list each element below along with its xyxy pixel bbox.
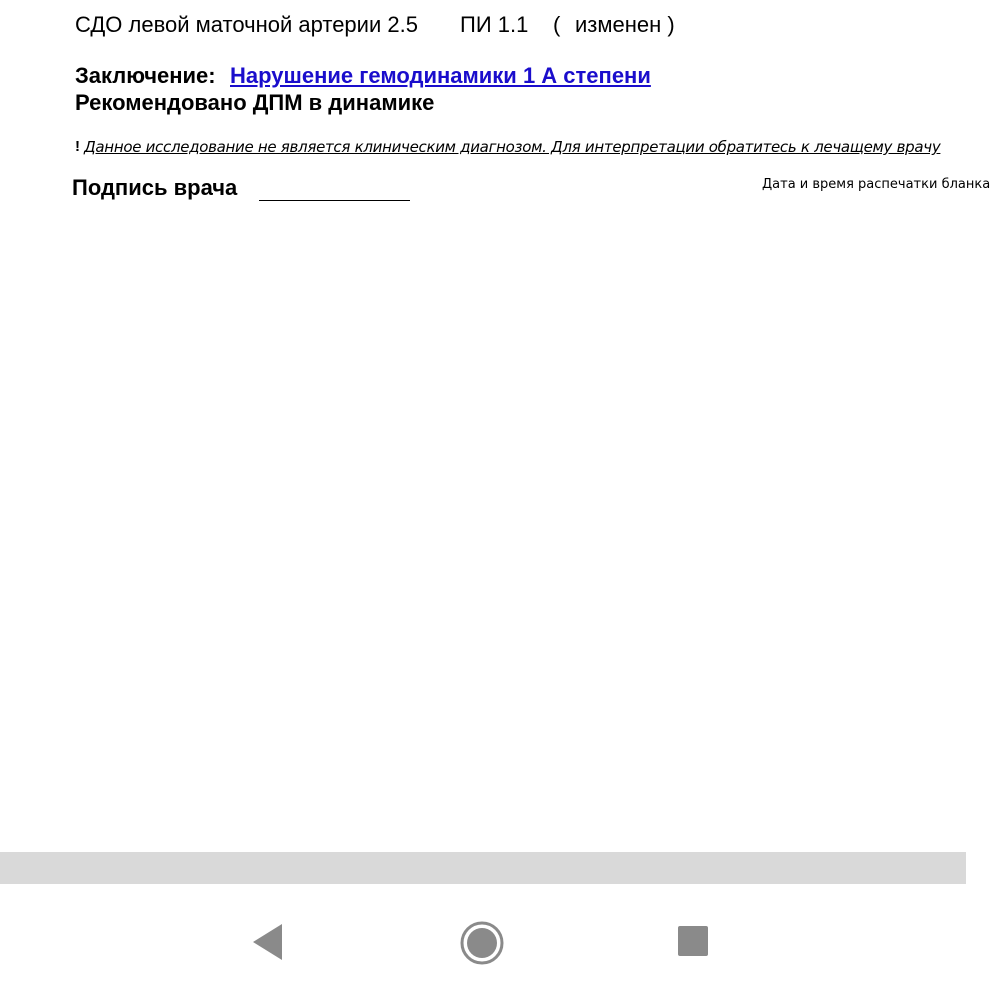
back-triangle-icon <box>250 922 286 962</box>
measurement-row <box>0 12 966 42</box>
home-circle-icon <box>458 919 506 967</box>
signature-label: Подпись врача <box>72 175 238 200</box>
horizontal-scrollbar[interactable] <box>0 852 966 884</box>
android-navigation-bar <box>0 884 966 1000</box>
disclaimer-text: Данное исследование не является клиническим диагнозом. Для интерпретации обратитесь к лечащему врачу <box>84 138 941 156</box>
recommendation-text: Рекомендовано ДПМ в динамике <box>75 90 435 115</box>
conclusion-value: Нарушение гемодинамики 1 А степени <box>230 63 651 88</box>
measurement-label: СДО левой маточной артерии 2.5 <box>75 12 418 37</box>
measurement-status: изменен ) <box>575 12 675 37</box>
home-button[interactable] <box>458 919 506 967</box>
open-paren: ( <box>553 12 561 37</box>
print-date-label: Дата и время распечатки бланка <box>762 177 990 192</box>
signature-line <box>259 200 410 201</box>
pi-value: ПИ 1.1 <box>460 12 529 37</box>
recent-apps-button[interactable] <box>676 924 710 958</box>
recent-apps-square-icon <box>676 924 710 958</box>
conclusion-label: Заключение: <box>75 63 216 88</box>
disclaimer-mark: ! <box>75 138 80 155</box>
back-button[interactable] <box>250 922 286 962</box>
